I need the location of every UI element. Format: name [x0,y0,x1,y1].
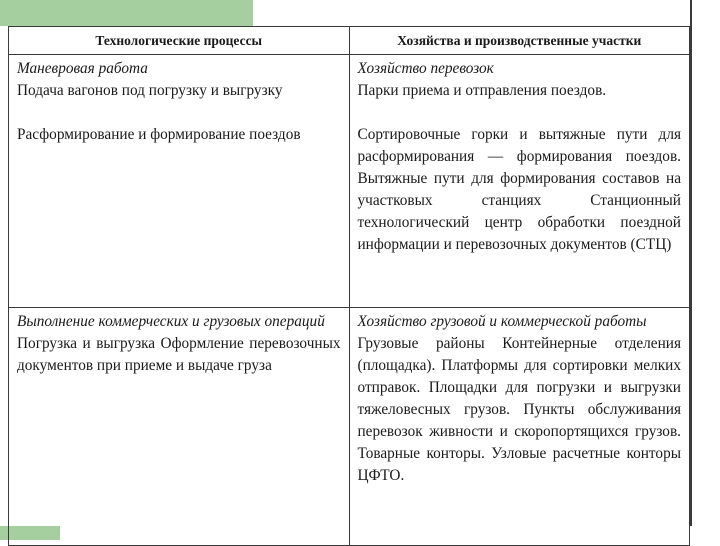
cell-heading: Хозяйство перевозок [357,60,494,77]
cell-text: Грузовые районы Контейнерные отделения (площадка). Платформы для сортировки мелких отправок. Площадки для погрузки и выгрузки тяжеловесных грузов. Пункты обслуживания перевозок живности и скоропортящихся грузов. Товарные конторы. Узловые расчетные конторы ЦФТО. [357,335,681,484]
table-row [9,55,690,308]
paragraph-spacer [358,102,682,124]
table-cell-facilities [349,55,690,308]
paragraph-spacer [17,102,341,124]
cell-text: Парки приема и отправления поездов. [357,82,607,99]
column-header-processes: Технологические процессы [9,27,350,55]
table-cell-processes [9,55,350,308]
right-border-line [690,0,692,526]
table-cell-facilities [349,308,690,546]
cell-text: Сортировочные горки и вытяжные пути для расформирования — формирования поездов. Вытяжные пути для формирования составов на участковых станциях Станционный технологический центр обработки поездной информации и перевозочных документов (СТЦ) [357,126,681,253]
cell-heading: Выполнение коммерческих и грузовых операций [17,313,325,330]
cell-text: Погрузка и выгрузка Оформление перевозочных документов при приеме и выдаче груза [17,335,341,374]
column-header-facilities: Хозяйства и производственные участки [349,27,690,55]
table-header-row [9,27,690,55]
processes-table [8,26,690,546]
cell-text: Подача вагонов под погрузку и выгрузку [17,82,283,99]
table-cell-processes [9,308,350,546]
table-row [9,308,690,546]
top-accent-bar [0,0,253,26]
cell-text: Расформирование и формирование поездов [17,126,301,143]
cell-heading: Хозяйство грузовой и коммерческой работы [357,313,647,330]
cell-heading: Маневровая работа [17,60,148,77]
